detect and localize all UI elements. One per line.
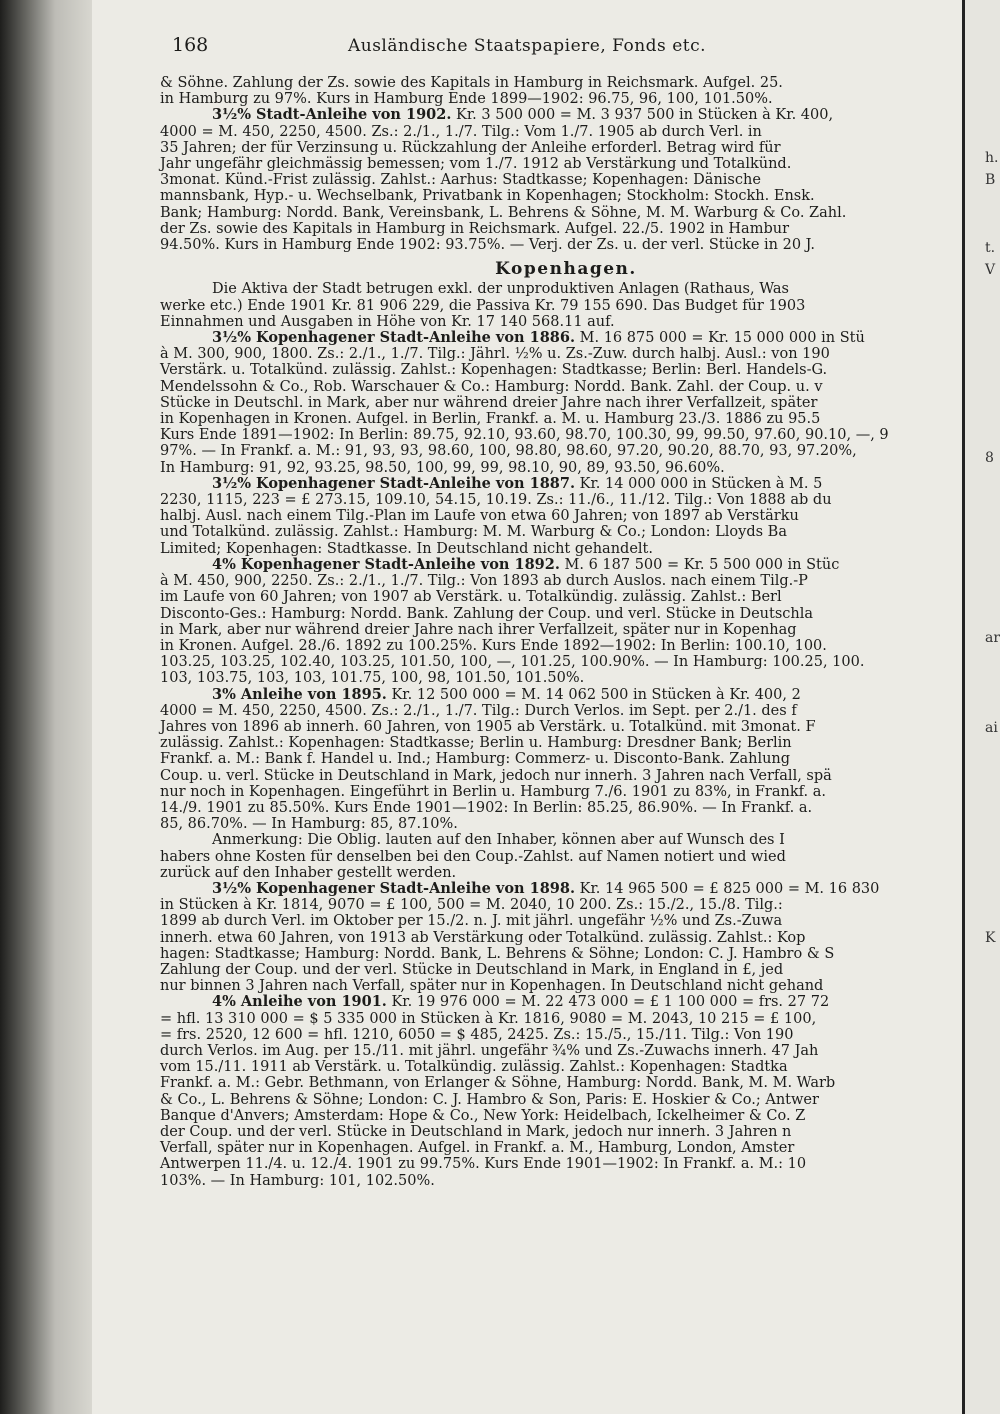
text-line: 2230, 1115, 223 = £ 273.15, 109.10, 54.15, 10.19. Zs.: 11./6., 11./12. Tilg.: Von 1888 ab du bbox=[160, 492, 832, 509]
text-line: und Totalkünd. zulässig. Zahlst.: Hamburg: M. M. Warburg & Co.; London: Lloyds Ba bbox=[160, 524, 787, 541]
text-line: Bank; Hamburg: Nordd. Bank, Vereinsbank, L. Behrens & Söhne, M. M. Warburg & Co. Zahl. bbox=[160, 204, 847, 221]
text-line: Stücke in Deutschl. in Mark, aber nur während dreier Jahre nach ihrer Verfallzeit, später bbox=[160, 394, 818, 411]
page-header bbox=[92, 34, 962, 58]
running-title: Ausländische Staatspapiere, Fonds etc. bbox=[347, 36, 707, 56]
text-line: hagen: Stadtkasse; Hamburg: Nordd. Bank, L. Behrens & Söhne; London: C. J. Hambro & S bbox=[160, 945, 835, 962]
document-page bbox=[92, 0, 962, 1414]
margin-mark: K bbox=[985, 930, 996, 946]
text-line: nur noch in Kopenhagen. Eingeführt in Berlin u. Hamburg 7./6. 1901 zu 83%, in Frankf. a. bbox=[160, 783, 826, 800]
text-line: nur binnen 3 Jahren nach Verfall, später nur in Kopenhagen. In Deutschland nicht gehand bbox=[160, 978, 824, 995]
entry-1886 bbox=[160, 330, 962, 476]
entry-1898 bbox=[160, 881, 962, 994]
text-line: à M. 450, 900, 2250. Zs.: 2./1., 1./7. Tilg.: Von 1893 ab durch Auslos. nach einem Tilg.-P bbox=[160, 573, 808, 590]
entry-anmerkung bbox=[160, 832, 962, 881]
entry-title: 3½% Kopenhagener Stadt-Anleihe von 1887. bbox=[212, 474, 576, 492]
text-line: in Mark, aber nur während dreier Jahre nach ihrer Verfallzeit, später nur in Kopenhag bbox=[160, 621, 797, 638]
text-line: à M. 300, 900, 1800. Zs.: 2./1., 1./7. Tilg.: Jährl. ½% u. Zs.-Zuw. durch halbj. Ausl.: von 190 bbox=[160, 346, 830, 363]
entry-title: 3½% Kopenhagener Stadt-Anleihe von 1898. bbox=[212, 879, 576, 897]
entry-aarhus-1902 bbox=[160, 107, 962, 253]
text-line: 35 Jahren; der für Verzinsung u. Rückzahlung der Anleihe erforderl. Betrag wird für bbox=[160, 139, 781, 156]
text-line: Frankf. a. M.: Gebr. Bethmann, von Erlanger & Söhne, Hamburg: Nordd. Bank, M. M. Warb bbox=[160, 1075, 836, 1092]
text-line: halbj. Ausl. nach einem Tilg.-Plan im Laufe von etwa 60 Jahren; von 1897 ab Verstärku bbox=[160, 508, 799, 525]
entry-title: 4% Anleihe von 1901. bbox=[212, 993, 387, 1011]
entry-aktiva bbox=[160, 281, 962, 330]
text-line: & Co., L. Behrens & Söhne; London: C. J. Hambro & Son, Paris: E. Hoskier & Co.; Antwer bbox=[160, 1091, 819, 1108]
text-line: Die Aktiva der Stadt betrugen exkl. der unproduktiven Anlagen (Rathaus, Was bbox=[212, 281, 789, 298]
text-line: = frs. 2520, 12 600 = hfl. 1210, 6050 = $ 485, 2425. Zs.: 15./5., 15./11. Tilg.: Von 190 bbox=[160, 1026, 794, 1043]
margin-mark: ai bbox=[985, 720, 998, 736]
text-line: durch Verlos. im Aug. per 15./11. mit jährl. ungefähr ¾% und Zs.-Zuwachs innerh. 47 Jah bbox=[160, 1042, 819, 1059]
text-line: Disconto-Ges.: Hamburg: Nordd. Bank. Zahlung der Coup. und verl. Stücke in Deutschla bbox=[160, 605, 813, 622]
margin-mark: V bbox=[985, 262, 996, 278]
entry-1892 bbox=[160, 557, 962, 687]
text-line: Mendelssohn & Co., Rob. Warschauer & Co.: Hamburg: Nordd. Bank. Zahl. der Coup. u. v bbox=[160, 378, 823, 395]
scan-left-edge bbox=[0, 0, 92, 1414]
scan-right-edge bbox=[962, 0, 1000, 1414]
text-line: 3monat. Künd.-Frist zulässig. Zahlst.: Aarhus: Stadtkasse; Kopenhagen: Dänische bbox=[160, 172, 761, 189]
text-line: M. 16 875 000 = Kr. 15 000 000 in Stü bbox=[575, 330, 865, 347]
text-line: 97%. — In Frankf. a. M.: 91, 93, 93, 98.60, 100, 98.80, 98.60, 97.20, 90.20, 88.70, 93, 97.20%, bbox=[160, 443, 857, 460]
text-line: Kurs Ende 1891—1902: In Berlin: 89.75, 92.10, 93.60, 98.70, 100.30, 99, 99.50, 97.60, 90.10, —, 9 bbox=[160, 427, 889, 444]
margin-mark: 8 bbox=[985, 450, 994, 466]
text-line: Verstärk. u. Totalkünd. zulässig. Zahlst.: Kopenhagen: Stadtkasse; Berlin: Berl. Handels-G. bbox=[160, 362, 828, 379]
page-number: 168 bbox=[172, 34, 209, 56]
text-line: vom 15./11. 1911 ab Verstärk. u. Totalkündig. zulässig. Zahlst.: Kopenhagen: Stadtka bbox=[160, 1059, 788, 1076]
text-line: 14./9. 1901 zu 85.50%. Kurs Ende 1901—1902: In Berlin: 85.25, 86.90%. — In Frankf. a. bbox=[160, 799, 813, 816]
text-line: in Hamburg zu 97%. Kurs in Hamburg Ende 1899—1902: 96.75, 96, 100, 101.50%. bbox=[160, 91, 773, 108]
text-line: In Hamburg: 91, 92, 93.25, 98.50, 100, 99, 99, 98.10, 90, 89, 93.50, 96.60%. bbox=[160, 459, 725, 476]
entry-title: 3½% Kopenhagener Stadt-Anleihe von 1886. bbox=[212, 329, 576, 347]
text-line: Jahr ungefähr gleichmässig bemessen; vom 1./7. 1912 ab Verstärkung und Totalkünd. bbox=[160, 156, 792, 173]
text-line: Limited; Kopenhagen: Stadtkasse. In Deutschland nicht gehandelt. bbox=[160, 540, 653, 557]
text-line: im Laufe von 60 Jahren; von 1907 ab Verstärk. u. Totalkündig. zulässig. Zahlst.: Berl bbox=[160, 589, 782, 606]
text-line: zulässig. Zahlst.: Kopenhagen: Stadtkasse; Berlin u. Hamburg: Dresdner Bank; Berlin bbox=[160, 735, 792, 752]
text-line: Coup. u. verl. Stücke in Deutschland in Mark, jedoch nur innerh. 3 Jahren nach Verfall, spä bbox=[160, 767, 832, 784]
entry-title: 3% Anleihe von 1895. bbox=[212, 685, 387, 703]
text-line: Banque d'Anvers; Amsterdam: Hope & Co., New York: Heidelbach, Ickelheimer & Co. Z bbox=[160, 1107, 806, 1124]
text-line: 1899 ab durch Verl. im Oktober per 15./2. n. J. mit jährl. ungefähr ½% und Zs.-Zuwa bbox=[160, 913, 783, 930]
margin-mark: ar bbox=[985, 630, 1000, 646]
text-line: Jahres von 1896 ab innerh. 60 Jahren, von 1905 ab Verstärk. u. Totalkünd. mit 3monat. F bbox=[160, 718, 816, 735]
text-line: Anmerkung: Die Oblig. lauten auf den Inhaber, können aber auf Wunsch des I bbox=[212, 832, 785, 849]
text-line: Kr. 19 976 000 = M. 22 473 000 = £ 1 100 000 = frs. 27 72 bbox=[386, 994, 830, 1011]
text-line: 103, 103.75, 103, 103, 101.75, 100, 98, 101.50, 101.50%. bbox=[160, 670, 585, 687]
entry-intro bbox=[160, 75, 962, 107]
text-line: Kr. 14 000 000 in Stücken à M. 5 bbox=[575, 475, 823, 492]
text-line: in Stücken à Kr. 1814, 9070 = £ 100, 500 = M. 2040, 10 200. Zs.: 15./2., 15./8. Tilg.: bbox=[160, 897, 783, 914]
text-line: M. 6 187 500 = Kr. 5 500 000 in Stüc bbox=[559, 556, 840, 573]
text-line: habers ohne Kosten für denselben bei den Coup.-Zahlst. auf Namen notiert und wied bbox=[160, 848, 786, 865]
text-line: 94.50%. Kurs in Hamburg Ende 1902: 93.75%. — Verj. der Zs. u. der verl. Stücke in 20 J. bbox=[160, 237, 815, 254]
text-line: & Söhne. Zahlung der Zs. sowie des Kapitals in Hamburg in Reichsmark. Aufgel. 25. bbox=[160, 75, 783, 91]
entry-1901 bbox=[160, 994, 962, 1188]
text-line: 103.25, 103.25, 102.40, 103.25, 101.50, 100, —, 101.25, 100.90%. — In Hamburg: 100.25, 100. bbox=[160, 654, 865, 671]
text-line: in Kronen. Aufgel. 28./6. 1892 zu 100.25%. Kurs Ende 1892—1902: In Berlin: 100.10, 100. bbox=[160, 637, 827, 654]
text-line: Kr. 3 500 000 = M. 3 937 500 in Stücken à Kr. 400, bbox=[451, 107, 834, 124]
text-line: in Kopenhagen in Kronen. Aufgel. in Berlin, Frankf. a. M. u. Hamburg 23./3. 1886 zu 95.5 bbox=[160, 411, 821, 428]
margin-mark: h. bbox=[985, 150, 999, 166]
text-line: zurück auf den Inhaber gestellt werden. bbox=[160, 864, 457, 881]
text-line: innerh. etwa 60 Jahren, von 1913 ab Verstärkung oder Totalkünd. zulässig. Zahlst.: Kop bbox=[160, 929, 806, 946]
text-line: Verfall, später nur in Kopenhagen. Aufgel. in Frankf. a. M., Hamburg, London, Amster bbox=[160, 1140, 795, 1157]
text-line: Kr. 12 500 000 = M. 14 062 500 in Stücken à Kr. 400, 2 bbox=[386, 686, 801, 703]
text-line: werke etc.) Ende 1901 Kr. 81 906 229, die Passiva Kr. 79 155 690. Das Budget für 1903 bbox=[160, 297, 806, 314]
text-line: 85, 86.70%. — In Hamburg: 85, 87.10%. bbox=[160, 816, 458, 833]
entry-title: 3½% Stadt-Anleihe von 1902. bbox=[212, 106, 452, 124]
text-line: 4000 = M. 450, 2250, 4500. Zs.: 2./1., 1./7. Tilg.: Vom 1./7. 1905 ab durch Verl. in bbox=[160, 123, 762, 140]
text-line: mannsbank, Hyp.- u. Wechselbank, Privatbank in Kopenhagen; Stockholm: Stockh. Ensk. bbox=[160, 188, 815, 205]
entry-title: 4% Kopenhagener Stadt-Anleihe von 1892. bbox=[212, 555, 560, 573]
text-line: 103%. — In Hamburg: 101, 102.50%. bbox=[160, 1172, 435, 1189]
section-heading: Kopenhagen. bbox=[495, 259, 637, 280]
margin-mark: t. bbox=[985, 240, 996, 256]
text-line: Frankf. a. M.: Bank f. Handel u. Ind.; Hamburg: Commerz- u. Disconto-Bank. Zahlung bbox=[160, 751, 791, 768]
text-line: = hfl. 13 310 000 = $ 5 335 000 in Stücken à Kr. 1816, 9080 = M. 2043, 10 215 = £ 100, bbox=[160, 1010, 817, 1027]
text-line: der Coup. und der verl. Stücke in Deutschland in Mark, jedoch nur innerh. 3 Jahren n bbox=[160, 1124, 792, 1140]
document-body bbox=[160, 75, 962, 1189]
text-line: Zahlung der Coup. und der verl. Stücke in Deutschland in Mark, in England in £, jed bbox=[160, 961, 784, 978]
margin-mark: B bbox=[985, 172, 996, 188]
text-line: der Zs. sowie des Kapitals in Hamburg in Reichsmark. Aufgel. 22./5. 1902 in Hambur bbox=[160, 220, 790, 237]
text-line: Kr. 14 965 500 = £ 825 000 = M. 16 830 bbox=[575, 880, 880, 897]
text-line: Antwerpen 11./4. u. 12./4. 1901 zu 99.75%. Kurs Ende 1901—1902: In Frankf. a. M.: 10 bbox=[160, 1156, 807, 1173]
entry-1895 bbox=[160, 687, 962, 833]
entry-1887 bbox=[160, 476, 962, 557]
text-line: Einnahmen und Ausgaben in Höhe von Kr. 17 140 568.11 auf. bbox=[160, 313, 615, 330]
text-line: 4000 = M. 450, 2250, 4500. Zs.: 2./1., 1./7. Tilg.: Durch Verlos. im Sept. per 2./1. des f bbox=[160, 702, 797, 719]
